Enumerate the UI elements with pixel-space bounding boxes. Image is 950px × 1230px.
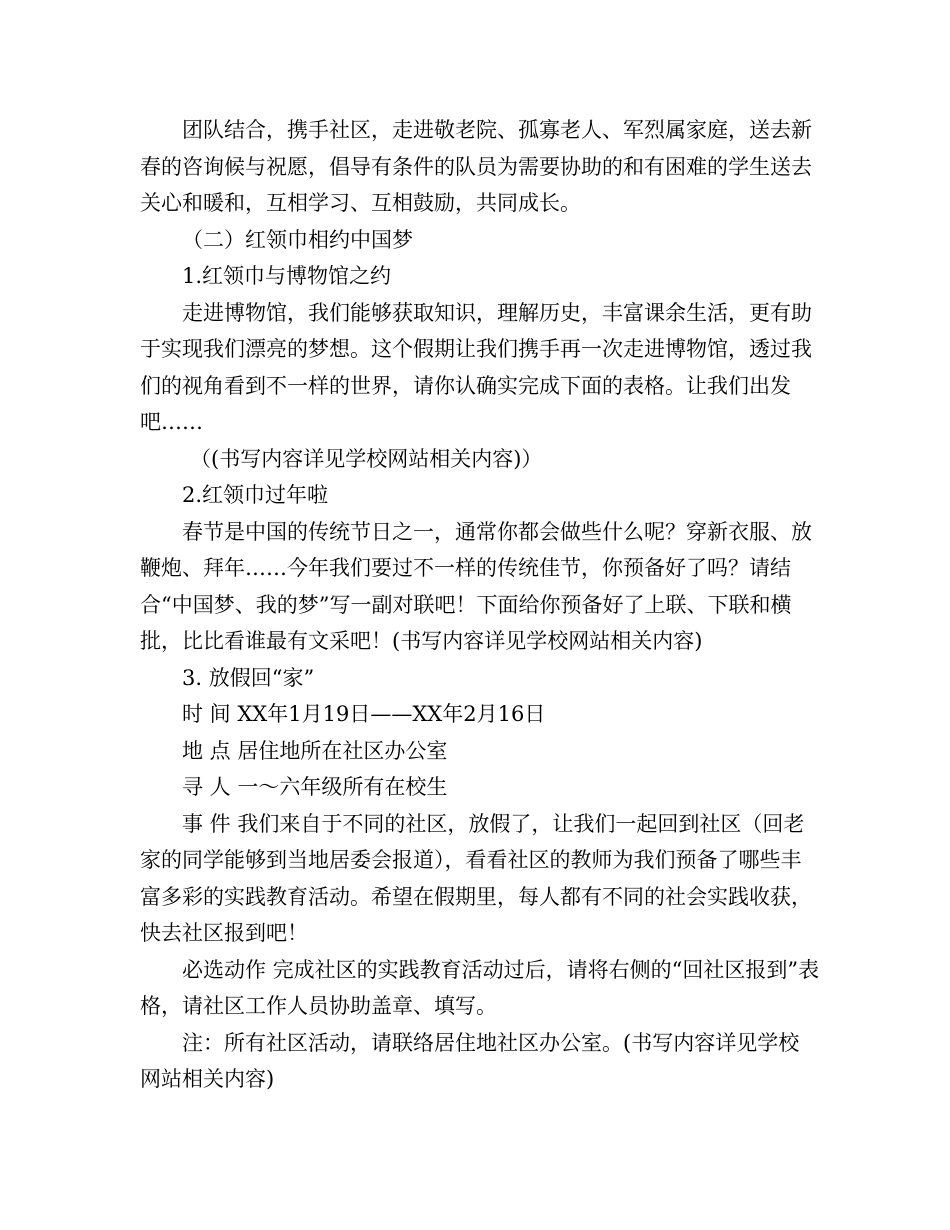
info-note: 注：所有社区活动，请联络居住地社区办公室。(书写内容详见学校网站相关内容) <box>140 1030 800 1091</box>
document-body <box>140 112 820 1098</box>
note-see-website: （(书写内容详见学校网站相关内容)） <box>190 446 543 471</box>
subheading-new-year: 2.红领巾过年啦 <box>182 483 329 507</box>
info-people: 寻 人 一～六年级所有在校生 <box>182 775 448 799</box>
subheading-return-home: 3. 放假回“家” <box>182 665 315 690</box>
info-time: 时 间 XX年1月19日——XX年2月16日 <box>182 702 546 726</box>
paragraph-museum: 走进博物馆，我们能够获取知识，理解历史，丰富课余生活，更有助于实现我们漂亮的梦想。这个假期让我们携手再一次走进博物馆，透过我们的视角看到不一样的世界，请你认确实完成下面的表格。让我们出发吧…… <box>140 300 812 434</box>
section-heading-red-scarf-dream: （二）红领巾相约中国梦 <box>182 227 413 252</box>
subheading-museum: 1.红领巾与博物馆之约 <box>182 264 392 288</box>
info-event: 事 件 我们来自于不同的社区，放假了，让我们一起回到社区（回老家的同学能够到当地居委会报道），看看社区的教师为我们预备了哪些丰富多彩的实践教育活动。希望在假期里，每人都有不同的社会实践收获，快去社区报到吧！ <box>140 811 812 945</box>
paragraph-community-visit: 团队结合，携手社区，走进敬老院、孤寡老人、军烈属家庭，送去新春的咨询候与祝愿，倡导有条件的队员为需要协助的和有困难的学生送去关心和暖和，互相学习、互相鼓励，共同成长。 <box>140 118 812 215</box>
info-place: 地 点 居住地所在社区办公室 <box>182 738 448 763</box>
paragraph-couplet: 春节是中国的传统节日之一，通常你都会做些什么呢？穿新衣服、放鞭炮、拜年……今年我们要过不一样的传统佳节，你预备好了吗？请结合“中国梦、我的梦”写一副对联吧！下面给你预备好了上联、下联和横批，比比看谁最有文采吧！(书写内容详见学校网站相关内容) <box>140 519 812 653</box>
info-required-action: 必选动作 完成社区的实践教育活动过后，请将右侧的“回社区报到”表格，请社区工作人员协助盖章、填写。 <box>140 957 820 1018</box>
